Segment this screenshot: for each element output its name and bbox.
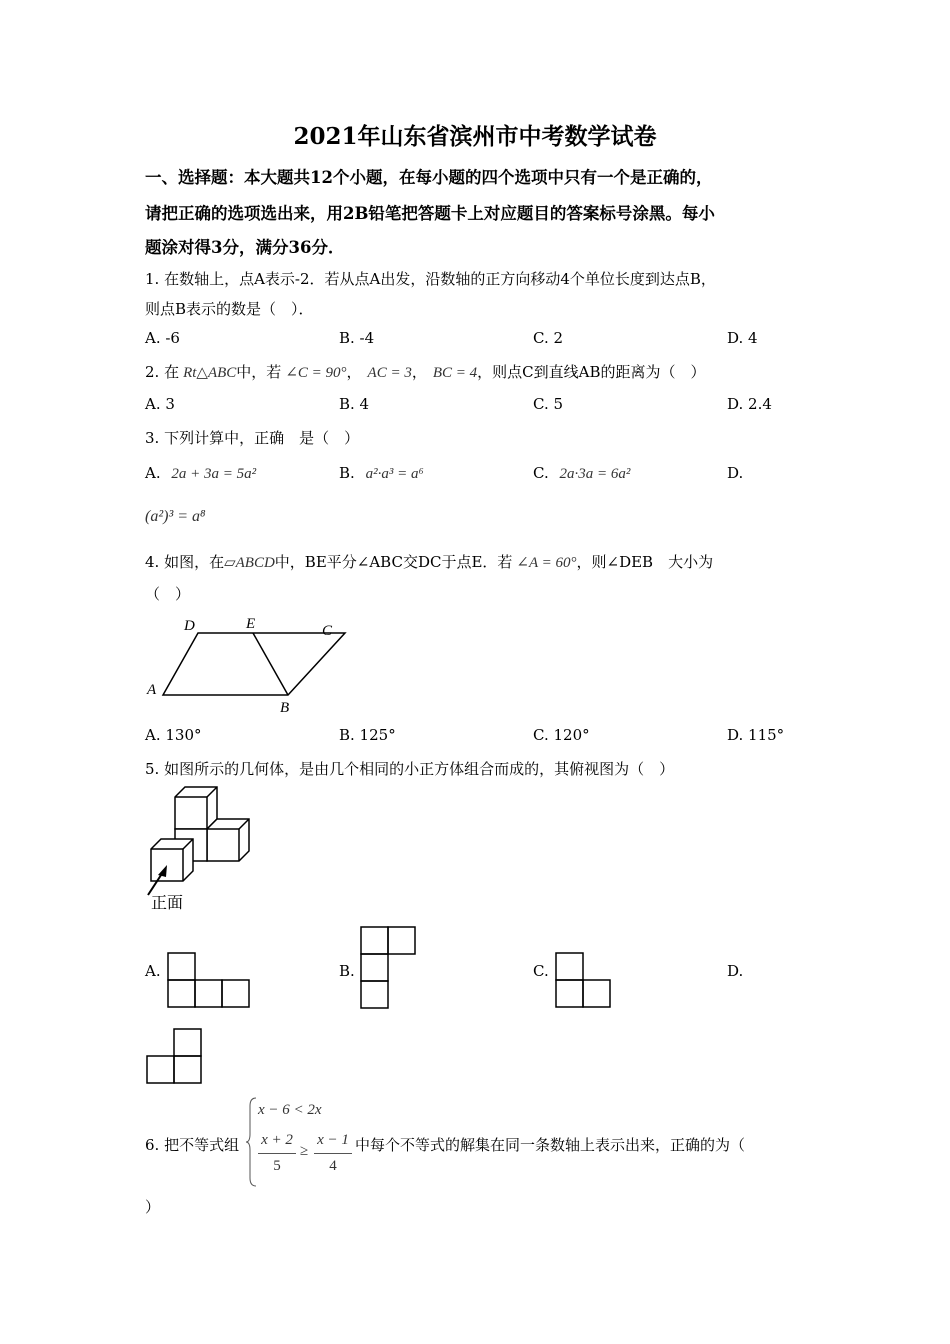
q6-frac-right-bar [314, 1153, 352, 1154]
q6-frac-left-bar [258, 1153, 296, 1154]
label-d: D [184, 618, 195, 634]
q3-stem: 3. 下列计算中，正确 是（ ） [145, 429, 360, 447]
q2-option-c: C. 5 [533, 395, 564, 413]
q5-option-c-grid [555, 952, 615, 1010]
q2-triangle: Rt△ABC [183, 365, 237, 381]
q6-frac-left-den: 5 [273, 1158, 281, 1174]
q3-option-c-label: C. [533, 464, 549, 482]
q2-stem: 2. 在 Rt△ABC中，若 ∠C = 90°， AC = 3， BC = 4，则点C到直线AB的距离为（ ） [145, 363, 706, 381]
q5-option-b-label: B. [339, 962, 355, 980]
q2-prefix: 2. 在 [145, 363, 180, 381]
q3-expr-c: 2a·3a = 6a² [559, 466, 631, 482]
label-e: E [246, 616, 256, 632]
q5-option-d-grid [146, 1028, 206, 1086]
q4-option-d: D. 115° [727, 726, 785, 744]
q6-inequality-1: x − 6 < 2x [258, 1102, 322, 1118]
q5-option-a-grid [167, 952, 253, 1010]
q5-stem: 5. 如图所示的几何体，是由几个相同的小正方体组合而成的，其俯视图为（ ） [145, 760, 675, 778]
q2-option-d: D. 2.4 [727, 395, 772, 413]
q2-option-b: B. 4 [339, 395, 370, 413]
q1-stem-line2: 则点B表示的数是（ ）． [145, 300, 314, 318]
q4-suffix: ，则∠DEB 大小为 [576, 553, 714, 571]
page-title: 2021年山东省滨州市中考数学试卷 [293, 123, 657, 150]
q5-option-d-label: D. [727, 962, 744, 980]
parallelogram-shape [163, 633, 345, 695]
q2-suffix: ，则点C到直线AB的距离为（ ） [477, 363, 706, 381]
q2-angle: ∠C = 90° [285, 365, 347, 381]
section-heading-line3: 题涂对得3分，满分36分． [145, 238, 345, 257]
q3-expr-a: 2a + 3a = 5a² [171, 466, 257, 482]
q1-option-c: C. 2 [533, 329, 564, 347]
q4-prefix: 4. 如图，在 [145, 553, 225, 571]
segment-be [253, 633, 288, 695]
q4-stem-line1 [145, 551, 713, 572]
q6-line2: ） [145, 1198, 161, 1216]
q2-ac: AC = 3 [367, 365, 412, 381]
q6-geq: ≥ [300, 1143, 309, 1159]
q2-mid: 中，若 [236, 363, 282, 381]
q5-option-c-label: C. [533, 962, 549, 980]
q2-option-a: A. 3 [145, 395, 175, 413]
q1-stem-line1: 1. 在数轴上，点A表示-2．若从点A出发，沿数轴的正方向移动4个单位长度到达点B， [145, 270, 716, 288]
q6-brace [246, 1096, 258, 1188]
parallelogram-figure [140, 610, 350, 720]
q3-option-b-label: B. [339, 464, 355, 482]
label-a: A [147, 682, 157, 698]
q3-option-d-label: D. [727, 464, 744, 482]
label-b: B [280, 700, 290, 716]
q6-frac-right-den: 4 [329, 1158, 337, 1174]
q3-expr-b: a²·a³ = a⁶ [365, 466, 424, 482]
q4-stem-line2: （ ） [145, 585, 191, 603]
q6-prefix: 6. 把不等式组 [145, 1136, 240, 1154]
q4-angle: ∠A = 60° [516, 555, 577, 571]
q4-mid: 中，BE平分∠ABC交DC于点E．若 [274, 553, 513, 571]
q4-option-a: A. 130° [145, 726, 202, 744]
section-heading-line2: 请把正确的选项选出来，用2B铅笔把答题卡上对应题目的答案标号涂黑。每小 [145, 204, 715, 223]
q6-frac-right-num: x − 1 [317, 1132, 349, 1148]
label-c: C [322, 623, 333, 639]
q3-option-c [533, 464, 630, 483]
q4-option-b: B. 125° [339, 726, 396, 744]
q5-option-b-grid [360, 926, 420, 1011]
q1-option-b: B. -4 [339, 329, 375, 347]
q1-option-d: D. 4 [727, 329, 758, 347]
q6-frac-left-num: x + 2 [261, 1132, 293, 1148]
q1-option-a: A. -6 [145, 329, 180, 347]
q4-option-c: C. 120° [533, 726, 590, 744]
q4-parallelogram: ▱ABCD [224, 555, 275, 571]
q6-suffix: 中每个不等式的解集在同一条数轴上表示出来，正确的为（ [355, 1136, 746, 1154]
q3-expr-d: (a²)³ = a⁸ [145, 508, 206, 525]
section-heading-line1: 一、选择题：本大题共12个小题，在每小题的四个选项中只有一个是正确的， [145, 168, 713, 187]
q3-option-b [339, 464, 424, 483]
q3-option-a [145, 464, 256, 483]
q2-bc: BC = 4 [432, 365, 478, 381]
front-label: 正面 [151, 893, 184, 912]
q3-option-a-label: A. [145, 464, 161, 482]
q5-option-a-label: A. [145, 962, 161, 980]
